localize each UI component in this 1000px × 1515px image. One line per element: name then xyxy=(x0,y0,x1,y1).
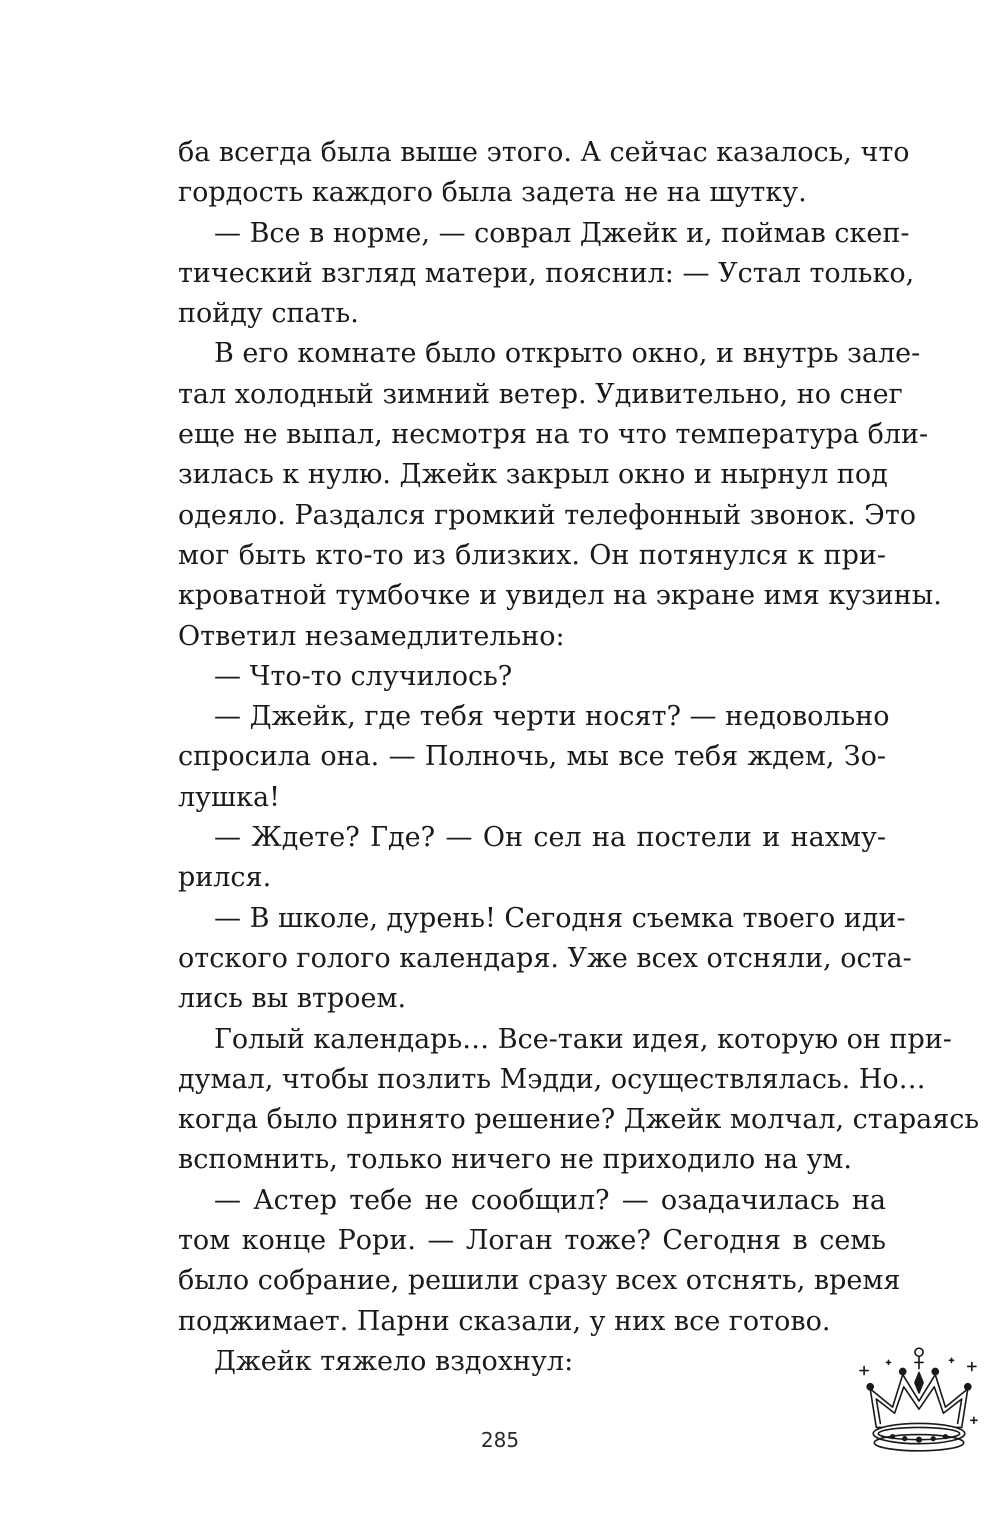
text-line: Голый календарь… Все-таки идея, которую он при- xyxy=(214,1023,952,1055)
text-line: лись вы втроем. xyxy=(178,983,407,1015)
text-line: было собрание, решили сразу всех отснять, время xyxy=(178,1265,901,1297)
crown-icon xyxy=(858,1338,980,1460)
text-line: кроватной тумбочке и увидел на экране имя кузины. xyxy=(178,580,942,612)
text-line: лушка! xyxy=(178,781,280,813)
text-line: — Ждете? Где? — Он сел на постели и нахму- xyxy=(214,822,886,854)
text-line: — Астер тебе не сообщил? — озадачилась на xyxy=(214,1184,886,1216)
text-line: зилась к нулю. Джейк закрыл окно и нырнул под xyxy=(178,459,888,491)
text-line: вспомнить, только ничего не приходило на ум. xyxy=(178,1144,852,1176)
text-line: пойду спать. xyxy=(178,298,359,330)
text-line: тал холодный зимний ветер. Удивительно, но снег xyxy=(178,378,903,410)
text-line: спросила она. — Полночь, мы все тебя ждем, Зо- xyxy=(178,741,886,773)
text-line: — Джейк, где тебя черти носят? — недовольно xyxy=(214,701,890,733)
text-line: — В школе, дурень! Сегодня съемка твоего иди- xyxy=(214,902,906,934)
text-line: поджимает. Парни сказали, у них все готово. xyxy=(178,1305,831,1337)
text-line: отского голого календаря. Уже всех отсняли, оста- xyxy=(178,942,912,974)
text-line: гордость каждого была задета не на шутку. xyxy=(178,177,807,209)
text-line: — Все в норме, — соврал Джейк и, поймав скеп- xyxy=(214,217,910,249)
body-text xyxy=(178,133,980,1382)
text-line: Джейк тяжело вздохнул: xyxy=(214,1345,574,1377)
text-line: мог быть кто-то из близких. Он потянулся к при- xyxy=(178,539,886,571)
text-line: рился. xyxy=(178,862,272,894)
text-line: ба всегда была выше этого. А сейчас казалось, что xyxy=(178,137,910,168)
text-line: том конце Рори. — Логан тоже? Сегодня в семь xyxy=(178,1225,886,1257)
text-line: одеяло. Раздался громкий телефонный звонок. Это xyxy=(178,499,917,531)
text-line: еще не выпал, несмотря на то что температура бли- xyxy=(178,419,929,451)
text-line: думал, чтобы позлить Мэдди, осуществлялась. Но… xyxy=(178,1063,926,1095)
text-line: — Что-то случилось? xyxy=(214,660,513,692)
text-line: тический взгляд матери, пояснил: — Устал только, xyxy=(178,257,915,289)
text-line: В его комнате было открыто окно, и внутрь зале- xyxy=(214,338,921,370)
text-line: когда было принято решение? Джейк молчал, стараясь xyxy=(178,1104,980,1136)
page-number: 285 xyxy=(480,1428,520,1452)
text-line: Ответил незамедлительно: xyxy=(178,620,565,652)
